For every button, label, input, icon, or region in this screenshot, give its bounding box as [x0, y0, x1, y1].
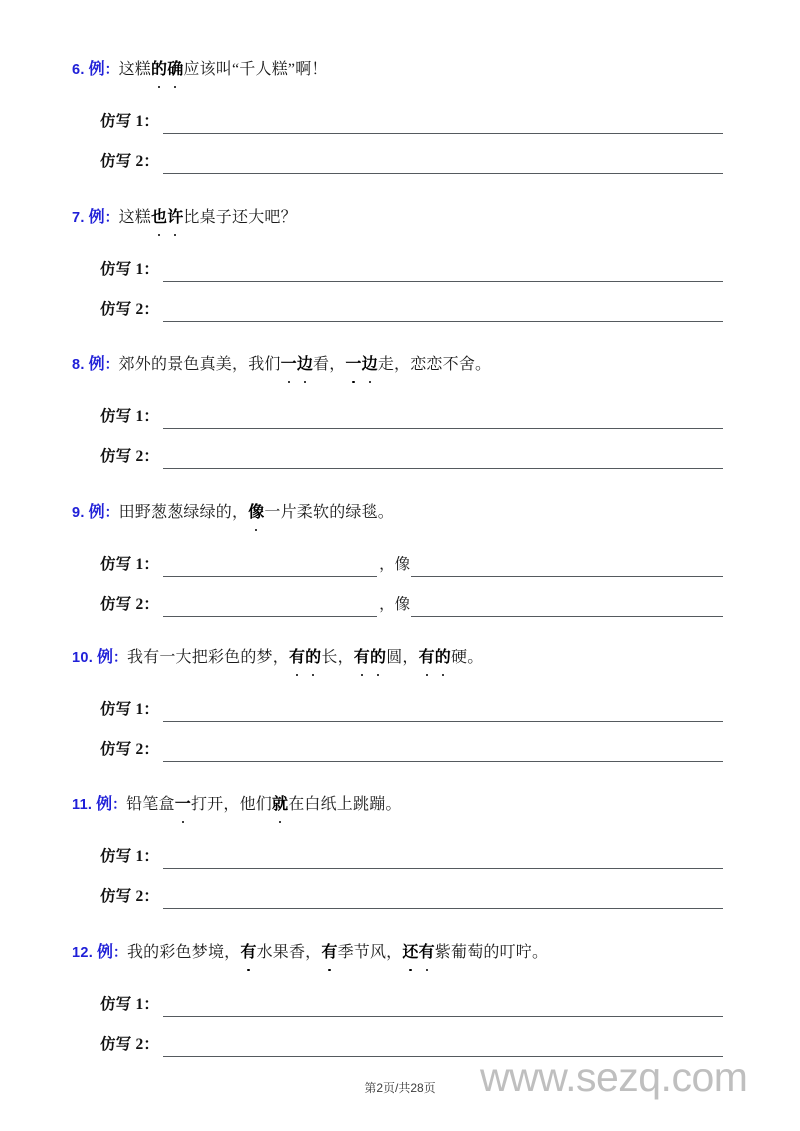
answer-label: 仿写 1： [100, 556, 160, 573]
exercise-prompt [0, 792, 800, 819]
answer-label: 仿写 2： [100, 741, 160, 758]
example-colon: ： [112, 651, 127, 666]
answer-row [0, 682, 800, 722]
sentence-text: 打开，他们 [190, 796, 272, 813]
sentence-text: 季节风， [337, 944, 403, 961]
answer-blank[interactable] [163, 702, 723, 722]
exercise-number: 7. [72, 210, 85, 226]
example-marker: 例 [96, 649, 113, 666]
example-colon: ： [104, 358, 119, 373]
emphasized-phrase: 就 [272, 796, 288, 813]
example-colon: ： [104, 211, 119, 226]
emphasized-phrase: 一边 [281, 356, 313, 373]
example-marker: 例 [88, 356, 105, 373]
answer-blank[interactable] [163, 409, 723, 429]
exercise-prompt [0, 500, 800, 527]
answer-row [0, 94, 800, 134]
answer-row [0, 1017, 800, 1057]
answer-row [0, 242, 800, 282]
answer-blank-second[interactable] [411, 557, 723, 577]
emphasized-phrase: 有 [240, 944, 256, 961]
example-sentence [119, 356, 492, 373]
sentence-text: 走，恋恋不舍。 [377, 356, 492, 373]
exercise-item [0, 57, 800, 174]
example-sentence [119, 61, 328, 78]
emphasized-phrase: 有的 [289, 649, 321, 666]
sentence-text: 圆， [386, 649, 419, 666]
answer-row [0, 829, 800, 869]
answer-blank-first[interactable] [163, 597, 377, 617]
answer-row [0, 977, 800, 1017]
exercise-number: 12. [72, 945, 94, 961]
example-marker: 例 [88, 61, 105, 78]
sentence-text: 紫葡萄的叮咛。 [434, 944, 549, 961]
exercise-item [0, 205, 800, 322]
exercise-number: 6. [72, 62, 85, 78]
answer-blank[interactable] [163, 742, 723, 762]
exercise-item [0, 352, 800, 469]
example-sentence [119, 504, 394, 521]
answer-blank[interactable] [163, 997, 723, 1017]
answer-row [0, 389, 800, 429]
answer-label: 仿写 2： [100, 301, 160, 318]
exercise-item [0, 940, 800, 1057]
site-watermark: www.sezq.com [480, 1054, 748, 1100]
exercise-prompt [0, 205, 800, 232]
answer-row [0, 429, 800, 469]
emphasized-phrase: 的确 [151, 61, 183, 78]
sentence-text: 这糕 [118, 209, 151, 226]
sentence-text: 我有一大把彩色的梦， [126, 649, 289, 666]
answer-blank-first[interactable] [163, 557, 377, 577]
answer-label: 仿写 2： [100, 153, 160, 170]
answer-row [0, 537, 800, 577]
answer-label: 仿写 1： [100, 701, 160, 718]
answer-blank[interactable] [163, 449, 723, 469]
answer-row [0, 282, 800, 322]
exercise-number: 10. [72, 650, 94, 666]
page-footer: 第2页/共28页 [364, 1081, 436, 1095]
answer-row [0, 869, 800, 909]
example-colon: ： [104, 506, 119, 521]
answer-label: 仿写 2： [100, 888, 160, 905]
answer-blank[interactable] [163, 849, 723, 869]
example-colon: ： [104, 63, 119, 78]
answer-label: 仿写 2： [100, 448, 160, 465]
answer-blank[interactable] [163, 302, 723, 322]
exercise-item [0, 792, 800, 909]
sentence-text: 硬。 [451, 649, 484, 666]
emphasized-phrase: 有 [321, 944, 337, 961]
emphasized-phrase: 有的 [419, 649, 451, 666]
exercise-prompt [0, 57, 800, 84]
exercise-number: 11. [72, 797, 93, 813]
answer-blank[interactable] [163, 889, 723, 909]
emphasized-phrase: 像 [248, 504, 264, 521]
example-marker: 例 [96, 944, 113, 961]
example-marker: 例 [88, 209, 105, 226]
answer-label: 仿写 2： [100, 596, 160, 613]
example-sentence [119, 209, 297, 226]
example-colon: ： [112, 798, 127, 813]
sentence-text: 铅笔盒 [126, 796, 175, 813]
answer-connector-text: ，像 [379, 596, 411, 613]
sentence-text: 看， [313, 356, 346, 373]
sentence-text: 田野葱葱绿绿的， [118, 504, 249, 521]
sentence-text: 长， [321, 649, 354, 666]
example-sentence [127, 944, 548, 961]
emphasized-phrase: 还有 [402, 944, 434, 961]
sentence-text: 这糕 [118, 61, 151, 78]
answer-row [0, 134, 800, 174]
answer-label: 仿写 2： [100, 1036, 160, 1053]
exercise-number: 9. [72, 505, 85, 521]
sentence-text: 一片柔软的绿毯。 [264, 504, 395, 521]
exercise-number: 8. [72, 357, 85, 373]
answer-row [0, 722, 800, 762]
example-marker: 例 [96, 796, 113, 813]
answer-label: 仿写 1： [100, 408, 160, 425]
emphasized-phrase: 也许 [151, 209, 183, 226]
sentence-text: 应该叫“千人糕”啊！ [183, 61, 328, 78]
sentence-text: 在白纸上跳蹦。 [288, 796, 402, 813]
answer-connector-text: ，像 [379, 556, 411, 573]
emphasized-phrase: 有的 [354, 649, 386, 666]
answer-label: 仿写 1： [100, 848, 160, 865]
sentence-text: 水果香， [256, 944, 322, 961]
answer-row [0, 577, 800, 617]
sentence-text: 郊外的景色真美，我们 [118, 356, 281, 373]
answer-label: 仿写 1： [100, 261, 160, 278]
example-colon: ： [112, 946, 127, 961]
emphasized-phrase: 一 [175, 796, 191, 813]
exercise-item [0, 645, 800, 762]
answer-label: 仿写 1： [100, 996, 160, 1013]
exercise-prompt [0, 352, 800, 379]
answer-blank[interactable] [163, 262, 723, 282]
exercise-prompt [0, 940, 800, 967]
answer-blank[interactable] [163, 114, 723, 134]
example-marker: 例 [88, 504, 105, 521]
sentence-text: 比桌子还大吧？ [183, 209, 297, 226]
answer-label: 仿写 1： [100, 113, 160, 130]
example-sentence [126, 796, 401, 813]
sentence-text: 我的彩色梦境， [126, 944, 241, 961]
example-sentence [127, 649, 483, 666]
exercise-item [0, 500, 800, 617]
exercise-prompt [0, 645, 800, 672]
emphasized-phrase: 一边 [345, 356, 377, 373]
answer-blank[interactable] [163, 154, 723, 174]
answer-blank-second[interactable] [411, 597, 723, 617]
